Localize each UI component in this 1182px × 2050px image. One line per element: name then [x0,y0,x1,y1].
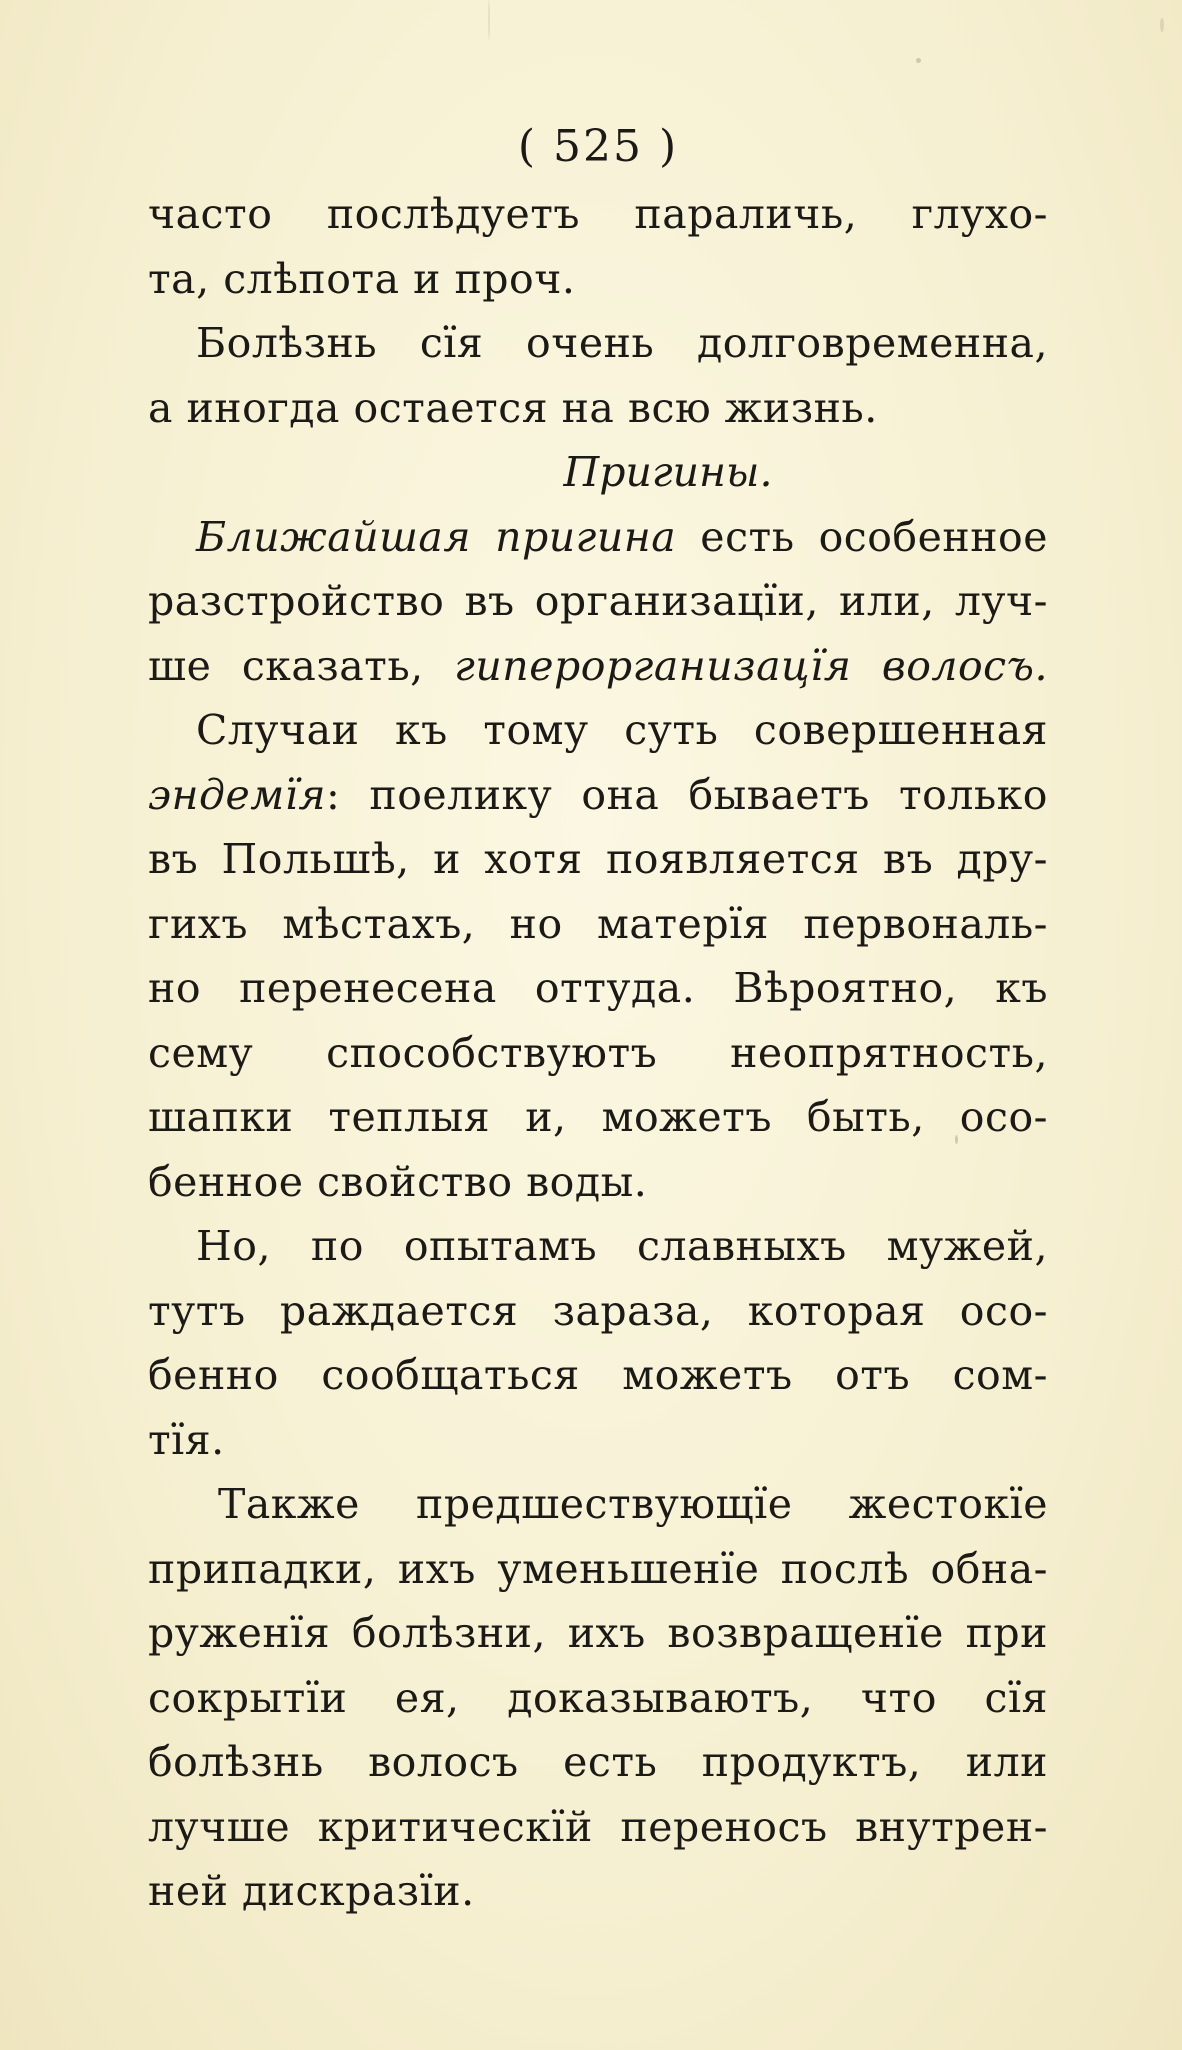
text-line-2: та, слѣпота и проч. [148,254,576,303]
text-line-9 [148,763,1048,828]
text-line-26: ней дискразїи. [148,1867,475,1915]
text-line-5 [148,505,1048,570]
text-line-13: сему способствуютъ неопрятность, [148,1028,1048,1077]
text-line-25: лучше критическїй переносъ внутрен- [148,1802,1048,1851]
text-line-4: а иногда остается на всю жизнь. [148,383,878,432]
text-line-24: болѣзнь волосъ есть продуктъ, или [148,1738,1048,1786]
text-line-17: тутъ раждается зараза, которая осо- [148,1286,1048,1335]
text-line-18: бенно сообщаться можетъ отъ сом- [148,1351,1048,1399]
italic-term: Ближайшая пригина [196,512,677,561]
text-line-12: но перенесена оттуда. Вѣроятно, къ [148,964,1048,1012]
text-line-15: бенное свойство воды. [148,1157,648,1206]
text-fragment: есть особенное [676,512,1048,561]
text-line-19: тїя. [148,1415,225,1464]
text-line-3: Болѣзнь сїя очень долговременна, [196,319,1048,367]
italic-term: эндемїя [148,770,326,819]
text-line-11: гихъ мѣстахъ, но матерїя первональ- [148,899,1048,948]
page-number: ( 525 ) [517,121,679,172]
text-line-16: Но, по опытамъ славныхъ мужей, [196,1222,1048,1270]
text-line-1: часто послѣдуетъ параличь, глухо- [148,190,1048,238]
text-line-23: сокрытїи ея, доказываютъ, что сїя [148,1673,1048,1722]
text-line-8: Случаи къ тому суть совершенная [196,706,1048,754]
text-fragment: : поелику она бываетъ только [325,770,1048,819]
text-line-20: Также предшествующїе жестокїе [218,1480,1048,1528]
text-fragment: ше сказать, [148,641,455,690]
text-line-21: припадки, ихъ уменьшенїе послѣ обна- [148,1544,1048,1593]
text-line-6: разстройство въ организацїи, или, луч- [148,577,1048,625]
text-line-10: въ Польшѣ, и хотя появляется въ дру- [148,835,1048,883]
text-line-7 [148,634,1048,699]
text-line-14: шапки теплыя и, можетъ быть, осо- [148,1093,1048,1141]
italic-term: гиперорганизацїя волосъ. [454,641,1048,690]
text-line-22: руженїя болѣзни, ихъ возвращенїе при [148,1609,1048,1657]
book-page [148,112,1048,1924]
section-heading: Пригины. [563,448,773,496]
